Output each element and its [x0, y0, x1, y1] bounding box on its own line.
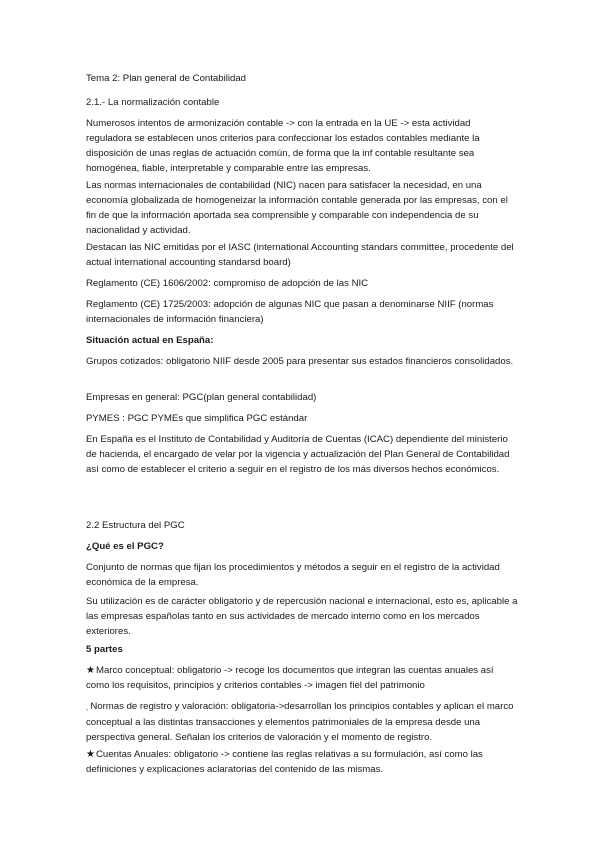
paragraph-conjunto-normas: Conjunto de normas que fijan los procedimientos y métodos a seguir en el registro de la actividad económica de la empresa. [86, 562, 500, 588]
document-title: Tema 2: Plan general de Contabilidad [86, 73, 247, 84]
paragraph-icac: En España es el Instituto de Contabilidad y Auditoría de Cuentas (ICAC) dependiente del ministerio de hacienda, el encargado de velar por la vigencia y actualización del Plan General de Contabilidad así como de establecer el criterio a seguir en el registro de los más diversos hechos económicos. [86, 434, 510, 475]
paragraph-nic: Las normas internacionales de contabilidad (NIC) nacen para satisfacer la necesidad, en una economía globalizada de homogeneizar la información contable generada por las empresas, con el fin de que la información aportada sea comprensible y comparable con independencia de su nacionalidad y actividad. [86, 180, 508, 236]
situacion-heading: Situación actual en España: [86, 335, 214, 346]
list-item-marco-conceptual [86, 663, 518, 693]
paragraph-pymes: PYMES : PGC PYMEs que simplifica PGC estándar [86, 413, 308, 424]
list-item-normas-registro [86, 699, 518, 745]
section-2-2-heading: 2.2 Estructura del PGC [86, 520, 185, 531]
section-2-1-heading: 2.1.- La normalización contable [86, 97, 220, 108]
que-es-pgc-heading: ¿Qué es el PGC? [86, 541, 164, 552]
paragraph-grupos-cotizados: Grupos cotizados: obligatorio NIIF desde 2005 para presentar sus estados financieros consolidados. [86, 356, 514, 367]
paragraph-reglamento-1725: Reglamento (CE) 1725/2003: adopción de algunas NIC que pasan a denominarse NIIF (normas internacionales de información financiera) [86, 299, 494, 325]
small-bullet-icon: ˳ [86, 704, 89, 711]
cinco-partes-heading: 5 partes [86, 644, 123, 655]
star-bullet-icon: ★ [86, 665, 95, 676]
list-item-text: Marco conceptual: obligatorio -> recoge los documentos que integran las cuentas anuales así como los requisitos, principios y criterios contables -> imagen fiel del patrimonio [86, 665, 494, 691]
paragraph-reglamento-1606: Reglamento (CE) 1606/2002: compromiso de adopción de las NIC [86, 278, 369, 289]
list-item-text: Normas de registro y valoración: obligatoria->desarrollan los principios contables y aplican el marco conceptual a las distintas transacciones y elementos patrimoniales de la empresa desde una perspectiva general. Señalan los criterios de valoración y el momento de registro. [86, 701, 514, 743]
paragraph-empresas-general: Empresas en general: PGC(plan general contabilidad) [86, 392, 317, 403]
list-item-cuentas-anuales [86, 747, 518, 777]
paragraph-normalizacion: Numerosos intentos de armonización contable -> con la entrada en la UE -> esta actividad reguladora se establecen unos criterios para confeccionar los estados contables mediante la disposición de unas reglas de actuación común, de forma que la inf contable resultante sea homogénea, fiable, interpretable y comparable entre las empresas. [86, 118, 480, 174]
star-bullet-icon: ★ [86, 749, 95, 760]
paragraph-utilizacion: Su utilización es de carácter obligatorio y de repercusión nacional e internacional, esto es, aplicable a las empresas españolas tanto en sus actividades de mercado interno como en los mercados exteriores. [86, 596, 518, 637]
paragraph-iasc: Destacan las NIC emitidas por el IASC (international Accounting standars committee, procedente del actual international accounting standarsd board) [86, 242, 514, 268]
list-item-text: Cuentas Anuales: obligatorio -> contiene las reglas relativas a su formulación, así como las definiciones y explicaciones aclaratorias del contenido de las mismas. [86, 749, 483, 775]
